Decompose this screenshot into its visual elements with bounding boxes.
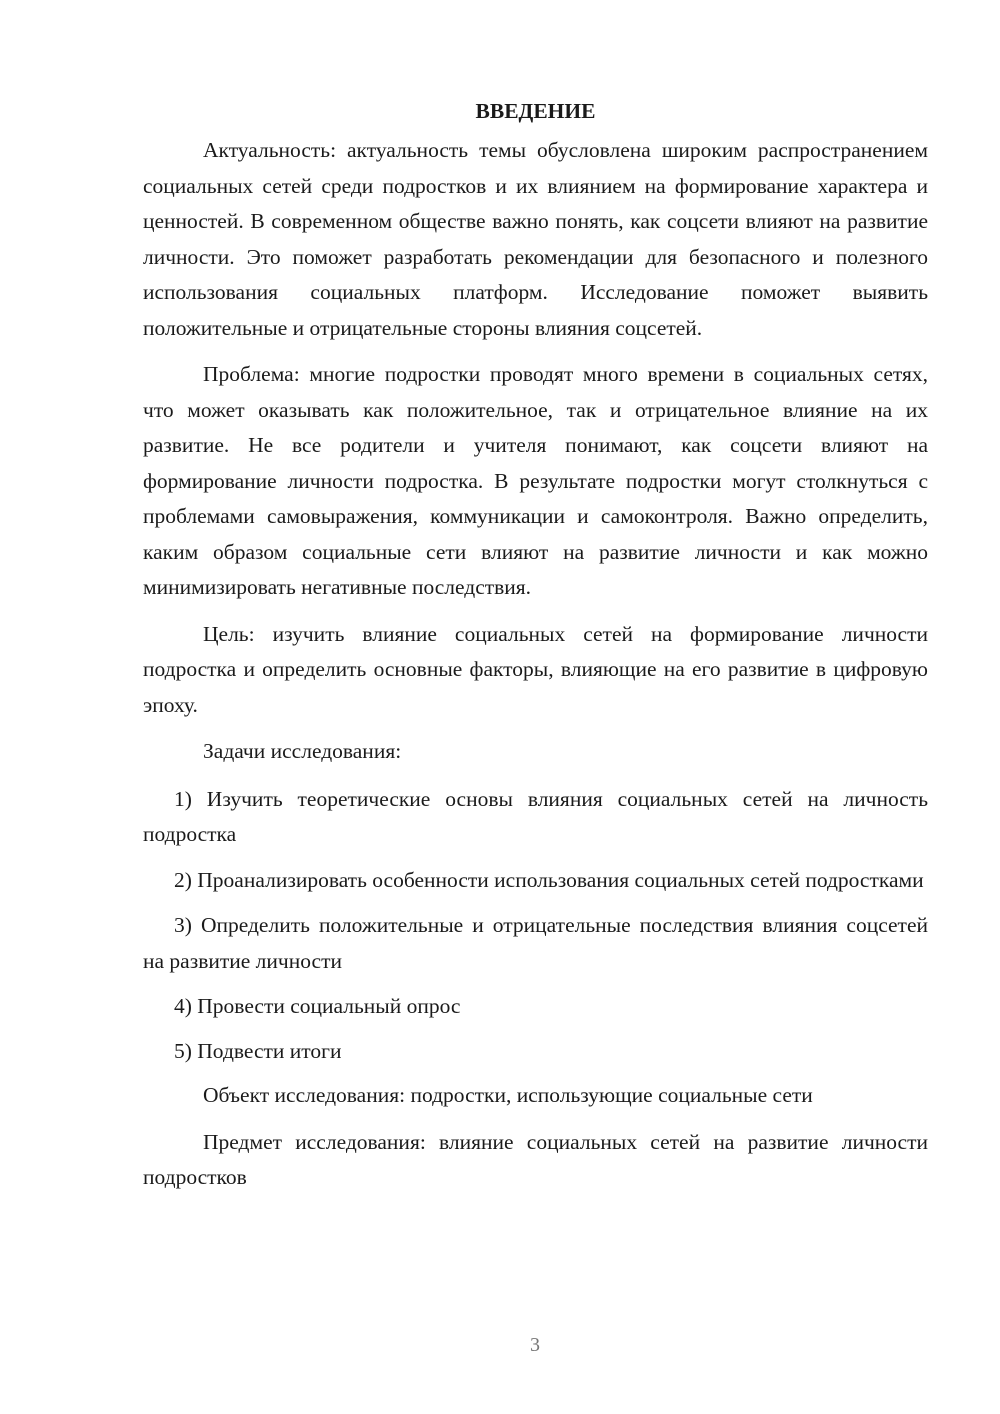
problem-paragraph: Проблема: многие подростки проводят много времени в социальных сетях, что может оказывать как положительное, так и отрицательное влияние на их развитие. Не все родители и учителя понимают, как соцсети влияют на формирование личности подростка. В результате подростки могут столкнуться с проблемами самовыражения, коммуникации и самоконтроля. Важно определить, каким образом социальные сети влияют на развитие личности и как можно минимизировать негативные последствия.: [143, 362, 928, 599]
task-item: 4) Провести социальный опрос: [174, 994, 461, 1018]
relevance-paragraph: Актуальность: актуальность темы обусловлена широким распространением социальных сетей среди подростков и их влиянием на формирование характера и ценностей. В современном обществе важно понять, как соцсети влияют на развитие личности. Это поможет разработать рекомендации для безопасного и полезного использования социальных платформ. Исследование поможет выявить положительные и отрицательные стороны влияния соцсетей.: [143, 138, 928, 340]
task-item: 1) Изучить теоретические основы влияния социальных сетей на личность подростка: [143, 786, 928, 846]
section-title: ВВЕДЕНИЕ: [475, 99, 596, 123]
tasks-heading: Задачи исследования:: [203, 739, 402, 763]
task-item: 2) Проанализировать особенности использования социальных сетей подростками: [174, 867, 924, 892]
task-item: 5) Подвести итоги: [174, 1038, 342, 1063]
task-item: 3) Определить положительные и отрицательные последствия влияния соцсетей на развитие личности: [143, 913, 928, 973]
subject-paragraph: Предмет исследования: влияние социальных сетей на развитие личности подростков: [143, 1129, 928, 1189]
goal-paragraph: Цель: изучить влияние социальных сетей на формирование личности подростка и определить основные факторы, влияющие на его развитие в цифровую эпоху.: [143, 621, 928, 717]
page-number: 3: [530, 1334, 540, 1356]
page-content: [143, 93, 928, 1207]
object-paragraph: Объект исследования: подростки, использующие социальные сети: [203, 1083, 813, 1107]
